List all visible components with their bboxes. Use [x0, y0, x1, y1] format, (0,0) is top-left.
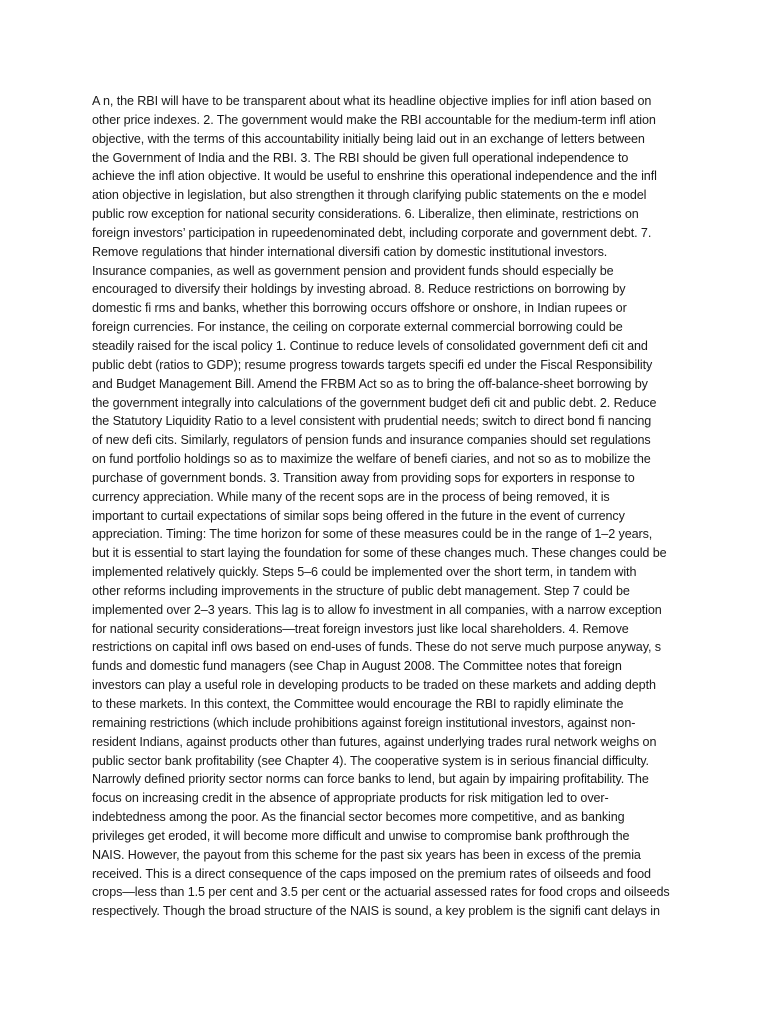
text-line: on fund portfolio holdings so as to maximize the welfare of benefi ciaries, and not so as to mobilize the: [92, 452, 651, 467]
text-line: Insurance companies, as well as government pension and provident funds should especially be: [92, 263, 614, 278]
text-line: privileges get eroded, it will become more difficult and unwise to compromise bank profthrough the: [92, 828, 630, 843]
text-line: indebtedness among the poor. As the financial sector becomes more competitive, and as banking: [92, 810, 625, 825]
text-line: other reforms including improvements in the structure of public debt management. Step 7 could be: [92, 583, 630, 598]
text-line: but it is essential to start laying the foundation for some of these changes much. These changes could be: [92, 546, 667, 561]
text-line: remaining restrictions (which include prohibitions against foreign institutional investors, against non-: [92, 715, 636, 730]
text-line: implemented over 2–3 years. This lag is to allow fo investment in all companies, with a narrow exception: [92, 602, 662, 617]
text-line: purchase of government bonds. 3. Transition away from providing sops for exporters in response to: [92, 470, 635, 485]
text-line: investors can play a useful role in developing products to be traded on these markets and adding depth: [92, 678, 656, 693]
text-line: to these markets. In this context, the Committee would encourage the RBI to rapidly eliminate the: [92, 697, 624, 711]
text-line: A n, the RBI will have to be transparent about what its headline objective implies for infl ation based on: [92, 94, 652, 108]
text-line: restrictions on capital infl ows based on end-uses of funds. These do not serve much purpose anyway, s: [92, 640, 661, 655]
text-line: foreign investors’ participation in rupeedenominated debt, including corporate and government debt. 7.: [92, 225, 652, 240]
text-line: foreign currencies. For instance, the ceiling on corporate external commercial borrowing could be: [92, 320, 623, 335]
text-line: Narrowly defined priority sector norms can force banks to lend, but again by impairing profitability. The: [92, 772, 649, 787]
text-line: for national security considerations—treat foreign investors just like local shareholders. 4. Remove: [92, 621, 629, 636]
text-line: resident Indians, against products other than futures, against underlying trades rural network weighs on: [92, 734, 657, 749]
text-line: implemented relatively quickly. Steps 5–6 could be implemented over the short term, in tandem with: [92, 565, 637, 580]
text-line: public debt (ratios to GDP); resume progress towards targets specifi ed under the Fiscal Responsibility: [92, 357, 653, 372]
text-line: received. This is a direct consequence of the caps imposed on the premium rates of oilseeds and food: [92, 866, 651, 881]
text-line: public sector bank profitability (see Chapter 4). The cooperative system is in serious financial difficulty.: [92, 753, 649, 768]
text-line: focus on increasing credit in the absence of appropriate products for risk mitigation led to over-: [92, 791, 609, 806]
text-line: the Statutory Liquidity Ratio to a level consistent with prudential needs; switch to direct bond fi nancing: [92, 414, 652, 429]
text-line: important to curtail expectations of similar sops being offered in the future in the event of currency: [92, 508, 625, 523]
text-line: steadily raised for the iscal policy 1. Continue to reduce levels of consolidated government defi cit and: [92, 338, 648, 353]
text-line: Remove regulations that hinder international diversifi cation by domestic institutional investors.: [92, 244, 608, 259]
text-line: appreciation. Timing: The time horizon for some of these measures could be in the range of 1–2 years,: [92, 527, 653, 542]
text-line: achieve the infl ation objective. It would be useful to enshrine this operational independence and the infl: [92, 169, 657, 184]
text-line: domestic fi rms and banks, whether this borrowing occurs offshore or onshore, in Indian rupees or: [92, 301, 627, 316]
text-line: respectively. Though the broad structure of the NAIS is sound, a key problem is the signifi cant delays in: [92, 904, 660, 919]
text-line: encouraged to diversify their holdings by investing abroad. 8. Reduce restrictions on borrowing by: [92, 282, 626, 297]
text-line: NAIS. However, the payout from this scheme for the past six years has been in excess of the premia: [92, 847, 641, 862]
text-line: of new defi cits. Similarly, regulators of pension funds and insurance companies should set regulations: [92, 433, 651, 448]
text-line: public row exception for national security considerations. 6. Liberalize, then eliminate, restrictions on: [92, 207, 639, 222]
text-line: other price indexes. 2. The government would make the RBI accountable for the medium-term infl ation: [92, 112, 656, 127]
text-line: funds and domestic fund managers (see Chap in August 2008. The Committee notes that foreign: [92, 659, 622, 674]
text-line: crops—less than 1.5 per cent and 3.5 per cent or the actuarial assessed rates for food crops and oilseeds: [92, 885, 670, 900]
text-line: currency appreciation. While many of the recent sops are in the process of being removed, it is: [92, 489, 610, 504]
text-line: and Budget Management Bill. Amend the FRBM Act so as to bring the off-balance-sheet borrowing by: [92, 376, 648, 391]
text-line: objective, with the terms of this accountability initially being laid out in an exchange of letters between: [92, 131, 645, 146]
text-line: the government integrally into calculations of the government budget defi cit and public debt. 2. Reduce: [92, 395, 657, 410]
text-line: the Government of India and the RBI. 3. The RBI should be given full operational independence to: [92, 150, 629, 165]
text-line: ation objective in legislation, but also strengthen it through clarifying public statements on the e model: [92, 188, 647, 203]
body-paragraph: [92, 92, 692, 921]
